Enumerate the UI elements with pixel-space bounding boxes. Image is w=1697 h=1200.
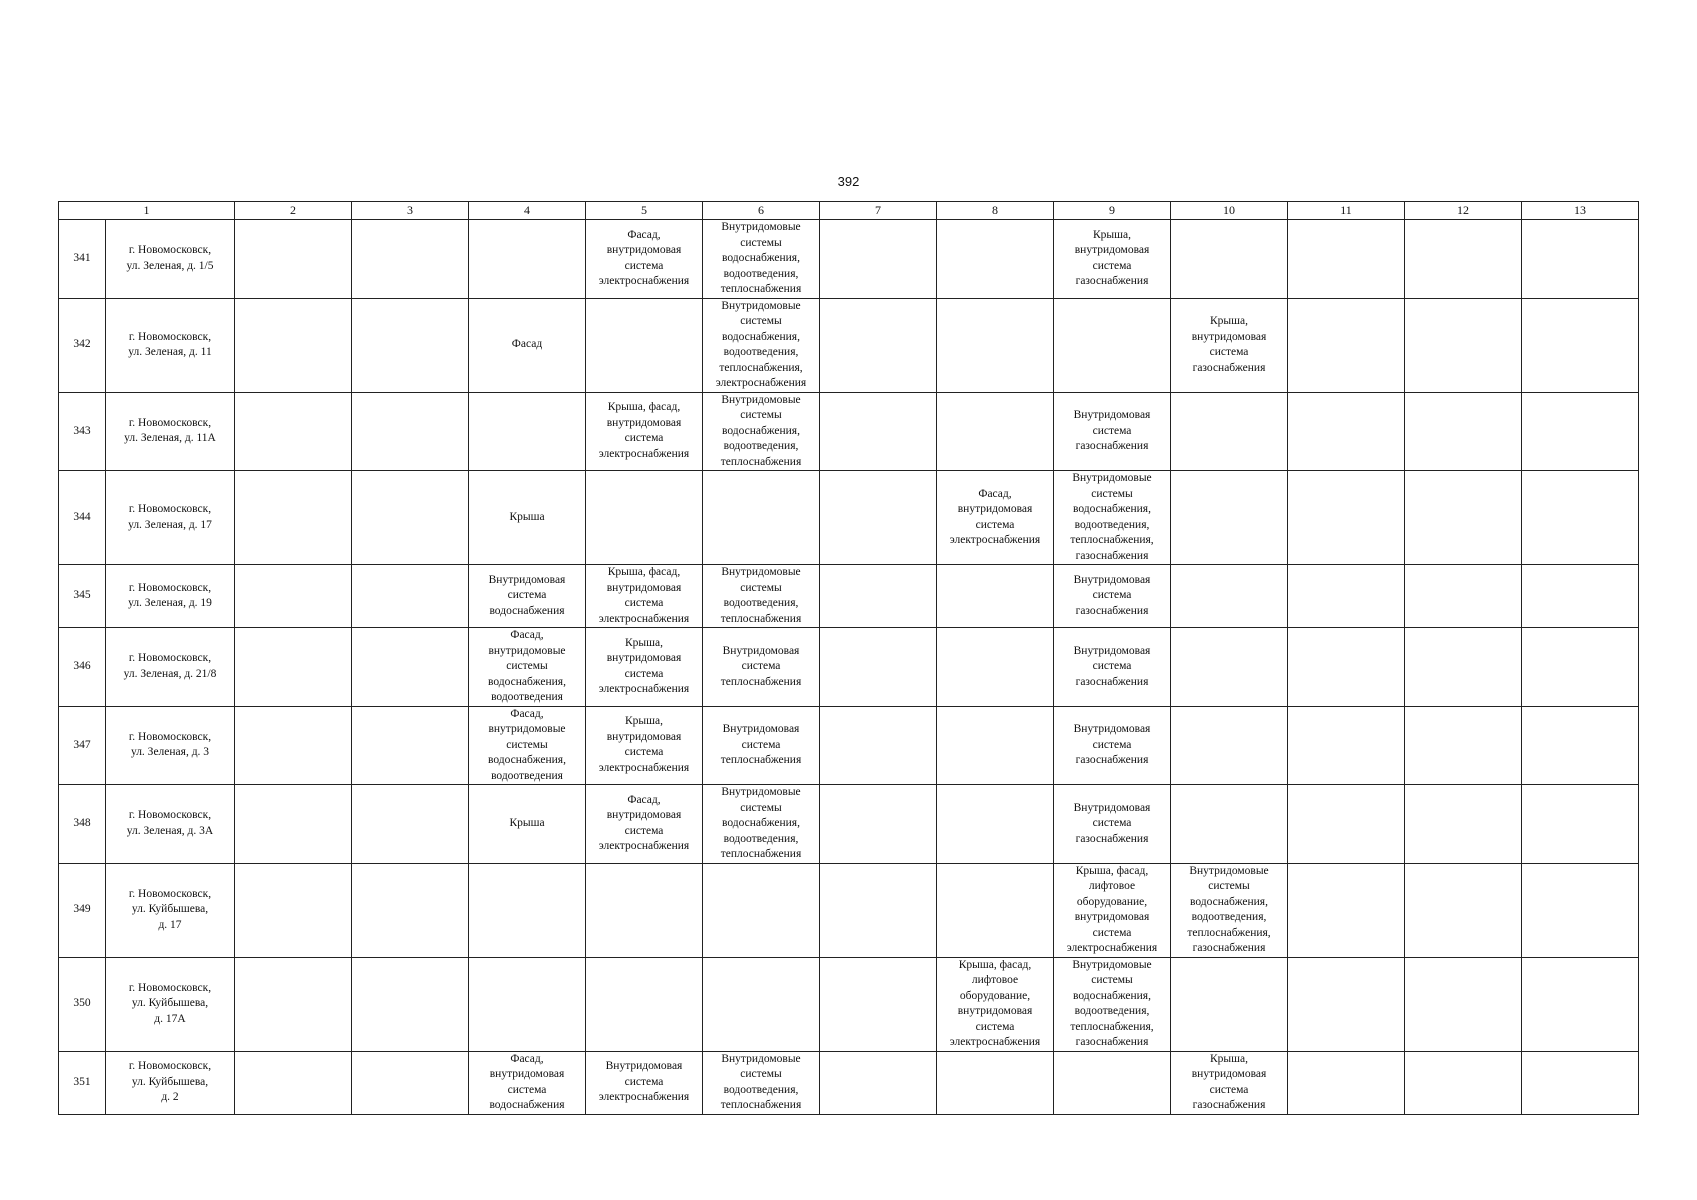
work-cell-col-9: Внутридомовая система газоснабжения xyxy=(1054,392,1171,471)
repair-schedule-table xyxy=(58,201,1639,1115)
work-cell-col-2 xyxy=(235,706,352,785)
work-cell-col-3 xyxy=(352,957,469,1051)
work-cell-col-11 xyxy=(1288,957,1405,1051)
work-cell-col-2 xyxy=(235,565,352,628)
row-number: 345 xyxy=(59,565,106,628)
work-cell-col-12 xyxy=(1405,628,1522,707)
work-cell-col-10: Крыша, внутридомовая система газоснабжения xyxy=(1171,1051,1288,1114)
work-cell-col-4 xyxy=(469,220,586,299)
column-header: 9 xyxy=(1054,202,1171,220)
work-cell-col-4: Крыша xyxy=(469,471,586,565)
column-header: 13 xyxy=(1522,202,1639,220)
work-cell-col-10 xyxy=(1171,565,1288,628)
work-cell-col-11 xyxy=(1288,706,1405,785)
work-cell-col-7 xyxy=(820,785,937,864)
work-cell-col-9: Внутридомовая система газоснабжения xyxy=(1054,565,1171,628)
column-header: 7 xyxy=(820,202,937,220)
column-number-row xyxy=(59,202,1639,220)
work-cell-col-3 xyxy=(352,298,469,392)
work-cell-col-5: Внутридомовая система электроснабжения xyxy=(586,1051,703,1114)
work-cell-col-6: Внутридомовая система теплоснабжения xyxy=(703,706,820,785)
address-cell: г. Новомосковск, ул. Зеленая, д. 17 xyxy=(106,471,235,565)
work-cell-col-9: Внутридомовые системы водоснабжения, водоотведения, теплоснабжения, газоснабжения xyxy=(1054,957,1171,1051)
work-cell-col-10 xyxy=(1171,957,1288,1051)
page-number: 392 xyxy=(837,174,860,189)
address-cell: г. Новомосковск, ул. Зеленая, д. 21/8 xyxy=(106,628,235,707)
work-cell-col-11 xyxy=(1288,298,1405,392)
work-cell-col-6 xyxy=(703,863,820,957)
work-cell-col-8 xyxy=(937,220,1054,299)
work-cell-col-9: Крыша, фасад, лифтовое оборудование, внутридомовая система электроснабжения xyxy=(1054,863,1171,957)
work-cell-col-8 xyxy=(937,392,1054,471)
address-cell: г. Новомосковск, ул. Зеленая, д. 3 xyxy=(106,706,235,785)
work-cell-col-5 xyxy=(586,471,703,565)
work-cell-col-6: Внутридомовые системы водоснабжения, водоотведения, теплоснабжения xyxy=(703,220,820,299)
work-cell-col-8 xyxy=(937,863,1054,957)
work-cell-col-13 xyxy=(1522,706,1639,785)
work-cell-col-4 xyxy=(469,392,586,471)
work-cell-col-13 xyxy=(1522,392,1639,471)
work-cell-col-8 xyxy=(937,565,1054,628)
row-number: 342 xyxy=(59,298,106,392)
work-cell-col-13 xyxy=(1522,957,1639,1051)
work-cell-col-13 xyxy=(1522,565,1639,628)
work-cell-col-2 xyxy=(235,628,352,707)
work-cell-col-13 xyxy=(1522,863,1639,957)
table-row xyxy=(59,863,1639,957)
row-number: 351 xyxy=(59,1051,106,1114)
work-cell-col-7 xyxy=(820,706,937,785)
column-header: 2 xyxy=(235,202,352,220)
work-cell-col-7 xyxy=(820,298,937,392)
table-row xyxy=(59,785,1639,864)
work-cell-col-5: Крыша, внутридомовая система электроснабжения xyxy=(586,706,703,785)
work-cell-col-8 xyxy=(937,706,1054,785)
work-cell-col-3 xyxy=(352,565,469,628)
work-cell-col-7 xyxy=(820,628,937,707)
work-cell-col-7 xyxy=(820,220,937,299)
work-cell-col-2 xyxy=(235,785,352,864)
work-cell-col-6: Внутридомовые системы водоотведения, теплоснабжения xyxy=(703,1051,820,1114)
table-row xyxy=(59,957,1639,1051)
work-cell-col-4 xyxy=(469,957,586,1051)
work-cell-col-5: Крыша, фасад, внутридомовая система электроснабжения xyxy=(586,392,703,471)
work-cell-col-3 xyxy=(352,785,469,864)
work-cell-col-10 xyxy=(1171,628,1288,707)
work-cell-col-5 xyxy=(586,298,703,392)
work-cell-col-9: Внутридомовая система газоснабжения xyxy=(1054,785,1171,864)
work-cell-col-11 xyxy=(1288,471,1405,565)
table-row xyxy=(59,298,1639,392)
work-cell-col-6 xyxy=(703,471,820,565)
work-cell-col-9: Внутридомовая система газоснабжения xyxy=(1054,628,1171,707)
row-number: 347 xyxy=(59,706,106,785)
column-header: 6 xyxy=(703,202,820,220)
table-row xyxy=(59,392,1639,471)
work-cell-col-12 xyxy=(1405,785,1522,864)
work-cell-col-7 xyxy=(820,957,937,1051)
work-cell-col-4: Фасад xyxy=(469,298,586,392)
work-cell-col-9: Внутридомовые системы водоснабжения, водоотведения, теплоснабжения, газоснабжения xyxy=(1054,471,1171,565)
row-number: 341 xyxy=(59,220,106,299)
work-cell-col-6: Внутридомовые системы водоотведения, теплоснабжения xyxy=(703,565,820,628)
table-row xyxy=(59,565,1639,628)
work-cell-col-2 xyxy=(235,957,352,1051)
work-cell-col-12 xyxy=(1405,471,1522,565)
work-cell-col-10: Крыша, внутридомовая система газоснабжения xyxy=(1171,298,1288,392)
work-cell-col-6: Внутридомовые системы водоснабжения, водоотведения, теплоснабжения xyxy=(703,785,820,864)
work-cell-col-2 xyxy=(235,863,352,957)
work-cell-col-7 xyxy=(820,1051,937,1114)
work-cell-col-8 xyxy=(937,1051,1054,1114)
work-cell-col-11 xyxy=(1288,628,1405,707)
work-cell-col-11 xyxy=(1288,1051,1405,1114)
work-cell-col-8 xyxy=(937,785,1054,864)
work-cell-col-12 xyxy=(1405,863,1522,957)
work-cell-col-4: Крыша xyxy=(469,785,586,864)
work-cell-col-11 xyxy=(1288,565,1405,628)
work-cell-col-2 xyxy=(235,392,352,471)
work-cell-col-5 xyxy=(586,863,703,957)
work-cell-col-10 xyxy=(1171,220,1288,299)
work-cell-col-9 xyxy=(1054,298,1171,392)
address-cell: г. Новомосковск, ул. Куйбышева, д. 17А xyxy=(106,957,235,1051)
work-cell-col-3 xyxy=(352,392,469,471)
table-row xyxy=(59,471,1639,565)
row-number: 343 xyxy=(59,392,106,471)
table-row xyxy=(59,628,1639,707)
column-header: 12 xyxy=(1405,202,1522,220)
work-cell-col-7 xyxy=(820,565,937,628)
work-cell-col-2 xyxy=(235,1051,352,1114)
work-cell-col-12 xyxy=(1405,957,1522,1051)
work-cell-col-13 xyxy=(1522,471,1639,565)
work-cell-col-13 xyxy=(1522,298,1639,392)
work-cell-col-6: Внутридомовые системы водоснабжения, водоотведения, теплоснабжения xyxy=(703,392,820,471)
address-cell: г. Новомосковск, ул. Зеленая, д. 11 xyxy=(106,298,235,392)
work-cell-col-11 xyxy=(1288,220,1405,299)
work-cell-col-8: Крыша, фасад, лифтовое оборудование, внутридомовая система электроснабжения xyxy=(937,957,1054,1051)
work-cell-col-5: Фасад, внутридомовая система электроснабжения xyxy=(586,220,703,299)
work-cell-col-4: Фасад, внутридомовая система водоснабжения xyxy=(469,1051,586,1114)
table-row xyxy=(59,1051,1639,1114)
address-cell: г. Новомосковск, ул. Зеленая, д. 19 xyxy=(106,565,235,628)
work-cell-col-3 xyxy=(352,1051,469,1114)
column-header: 10 xyxy=(1171,202,1288,220)
work-cell-col-4: Внутридомовая система водоснабжения xyxy=(469,565,586,628)
work-cell-col-12 xyxy=(1405,298,1522,392)
address-cell: г. Новомосковск, ул. Зеленая, д. 1/5 xyxy=(106,220,235,299)
work-cell-col-3 xyxy=(352,628,469,707)
address-cell: г. Новомосковск, ул. Куйбышева, д. 2 xyxy=(106,1051,235,1114)
work-cell-col-5: Крыша, фасад, внутридомовая система электроснабжения xyxy=(586,565,703,628)
work-cell-col-5: Фасад, внутридомовая система электроснабжения xyxy=(586,785,703,864)
work-cell-col-12 xyxy=(1405,706,1522,785)
row-number: 346 xyxy=(59,628,106,707)
column-header: 11 xyxy=(1288,202,1405,220)
work-cell-col-13 xyxy=(1522,220,1639,299)
column-header: 3 xyxy=(352,202,469,220)
work-cell-col-4 xyxy=(469,863,586,957)
work-cell-col-8 xyxy=(937,298,1054,392)
work-cell-col-11 xyxy=(1288,785,1405,864)
work-cell-col-9: Внутридомовая система газоснабжения xyxy=(1054,706,1171,785)
work-cell-col-11 xyxy=(1288,863,1405,957)
table-row xyxy=(59,706,1639,785)
work-cell-col-2 xyxy=(235,298,352,392)
work-cell-col-10 xyxy=(1171,471,1288,565)
column-header: 5 xyxy=(586,202,703,220)
address-cell: г. Новомосковск, ул. Зеленая, д. 3А xyxy=(106,785,235,864)
work-cell-col-3 xyxy=(352,471,469,565)
work-cell-col-5: Крыша, внутридомовая система электроснабжения xyxy=(586,628,703,707)
address-cell: г. Новомосковск, ул. Зеленая, д. 11А xyxy=(106,392,235,471)
work-cell-col-2 xyxy=(235,220,352,299)
work-cell-col-3 xyxy=(352,220,469,299)
work-cell-col-12 xyxy=(1405,220,1522,299)
row-number: 350 xyxy=(59,957,106,1051)
work-cell-col-7 xyxy=(820,392,937,471)
work-cell-col-10 xyxy=(1171,785,1288,864)
work-cell-col-10 xyxy=(1171,392,1288,471)
work-cell-col-4: Фасад, внутридомовые системы водоснабжения, водоотведения xyxy=(469,706,586,785)
address-cell: г. Новомосковск, ул. Куйбышева, д. 17 xyxy=(106,863,235,957)
work-cell-col-5 xyxy=(586,957,703,1051)
column-header: 4 xyxy=(469,202,586,220)
work-cell-col-9: Крыша, внутридомовая система газоснабжения xyxy=(1054,220,1171,299)
work-cell-col-12 xyxy=(1405,565,1522,628)
work-cell-col-6 xyxy=(703,957,820,1051)
work-cell-col-3 xyxy=(352,863,469,957)
work-cell-col-4: Фасад, внутридомовые системы водоснабжения, водоотведения xyxy=(469,628,586,707)
work-cell-col-7 xyxy=(820,471,937,565)
work-cell-col-3 xyxy=(352,706,469,785)
work-cell-col-7 xyxy=(820,863,937,957)
row-number: 348 xyxy=(59,785,106,864)
work-cell-col-13 xyxy=(1522,785,1639,864)
work-cell-col-9 xyxy=(1054,1051,1171,1114)
work-cell-col-8: Фасад, внутридомовая система электроснабжения xyxy=(937,471,1054,565)
work-cell-col-12 xyxy=(1405,1051,1522,1114)
work-cell-col-11 xyxy=(1288,392,1405,471)
work-cell-col-2 xyxy=(235,471,352,565)
work-cell-col-12 xyxy=(1405,392,1522,471)
work-cell-col-8 xyxy=(937,628,1054,707)
work-cell-col-13 xyxy=(1522,628,1639,707)
row-number: 344 xyxy=(59,471,106,565)
table-row xyxy=(59,220,1639,299)
work-cell-col-6: Внутридомовая система теплоснабжения xyxy=(703,628,820,707)
work-cell-col-10: Внутридомовые системы водоснабжения, водоотведения, теплоснабжения, газоснабжения xyxy=(1171,863,1288,957)
column-header: 1 xyxy=(59,202,235,220)
table-body xyxy=(59,220,1639,1115)
work-cell-col-10 xyxy=(1171,706,1288,785)
row-number: 349 xyxy=(59,863,106,957)
work-cell-col-13 xyxy=(1522,1051,1639,1114)
work-cell-col-6: Внутридомовые системы водоснабжения, водоотведения, теплоснабжения, электроснабжения xyxy=(703,298,820,392)
column-header: 8 xyxy=(937,202,1054,220)
